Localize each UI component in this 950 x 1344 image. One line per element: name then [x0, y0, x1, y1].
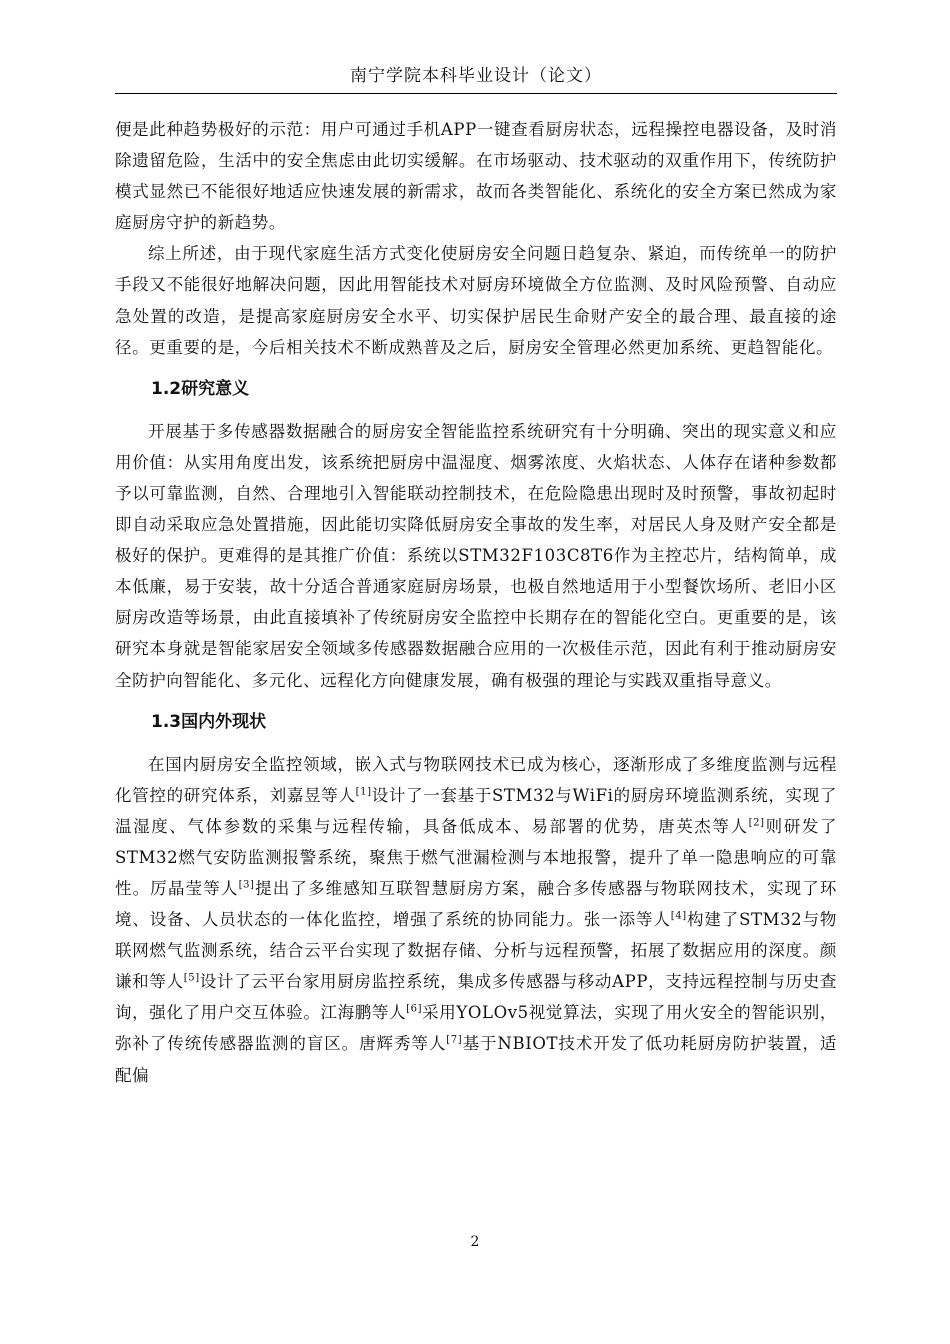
text-segment: 采用YOLOv5视觉算法，实现了用火安全的智能识别，弥补了传统传感器监测的盲区。唐辉秀等人	[115, 1003, 838, 1054]
text-segment: 提出了多维感知互联智慧厨房方案，融合多传感器与物联网技术，实现了环境、设备、人员状态的一体化监控，增强了系统的协同能力。张一添等人	[115, 878, 837, 930]
page-body	[115, 114, 837, 1091]
citation-ref: [3]	[238, 879, 255, 891]
text-segment: 基于NBIOT技术开发了低功耗厨房防护装置，适配偏	[115, 1034, 837, 1085]
paragraph-research-significance: 开展基于多传感器数据融合的厨房安全智能监控系统研究有十分明确、突出的现实意义和应用价值：从实用角度出发，该系统把厨房中温湿度、烟雾浓度、火焰状态、人体存在诸种参数都予以可靠监测，自然、合理地引入智能联动控制技术，在危险隐患出现时及时预警，事故初起时即自动采取应急处置措施，因此能切实降低厨房安全事故的发生率，对居民人身及财产安全都是极好的保护。更难得的是其推广价值：系统以STM32F103C8T6作为主控芯片，结构简单，成本低廉，易于安装，故十分适合普通家庭厨房场景，也极自然地适用于小型餐饮场所、老旧小区厨房改造等场景，由此直接填补了传统厨房安全监控中长期存在的智能化空白。更重要的是，该研究本身就是智能家居安全领域多传感器数据融合应用的一次极佳示范，因此有利于推动厨房安全防护向智能化、多元化、远程化方向健康发展，确有极强的理论与实践双重指导意义。	[115, 421, 837, 690]
text-segment: 构建了STM32与物联网燃气监测系统，结合云平台实现了数据存储、分析与远程预警，拓展了数据应用的深度。颜谦和等人	[115, 910, 838, 992]
text-segment: 设计了一套基于STM32与WiFi的厨房环境监测系统，实现了温湿度、气体参数的采集与远程传输，具备低成本、易部署的优势，唐英杰等人	[115, 785, 838, 836]
running-header: 南宁学院本科毕业设计（论文）	[350, 66, 602, 86]
citation-ref: [4]	[670, 910, 687, 922]
section-heading-1-3: 1.3国内外现状	[151, 711, 267, 732]
page-number: 2	[470, 1234, 480, 1250]
section-heading-1-2: 1.2研究意义	[151, 378, 250, 399]
text-segment: 在国内厨房安全监控领域，嵌入式与物联网技术已成为核心，逐渐形成了多维度监测与远程化管控的研究体系，刘嘉昱等人	[115, 754, 837, 805]
citation-ref: [7]	[446, 1034, 463, 1046]
paragraph-summary: 综上所述，由于现代家庭生活方式变化使厨房安全问题日趋复杂、紧迫，而传统单一的防护手段又不能很好地解决问题，因此用智能技术对厨房环境做全方位监测、及时风险预警、自动应急处置的改造，是提高家庭厨房安全水平、切实保护居民生命财产安全的最合理、最直接的途径。更重要的是，今后相关技术不断成熟普及之后，厨房安全管理必然更加系统、更趋智能化。	[115, 244, 837, 357]
paragraph-continued: 便是此种趋势极好的示范：用户可通过手机APP一键查看厨房状态，远程操控电器设备，及时消除遗留危险，生活中的安全焦虑由此切实缓解。在市场驱动、技术驱动的双重作用下，传统防护模式显然已不能很好地适应快速发展的新需求，故而各类智能化、系统化的安全方案已然成为家庭厨房守护的新趋势。	[115, 120, 837, 233]
citation-ref: [5]	[183, 972, 200, 984]
text-segment: 则研发了STM32燃气安防监测报警系统，聚焦于燃气泄漏检测与本地报警，提升了单一隐患响应的可靠性。厉晶莹等人	[115, 816, 838, 898]
paragraph-domestic-status	[115, 749, 837, 1091]
citation-ref: [1]	[355, 786, 372, 798]
citation-ref: [2]	[748, 817, 765, 829]
text-segment: 设计了云平台家用厨房监控系统，集成多传感器与移动APP，支持远程控制与历史查询，强化了用户交互体验。江海鹏等人	[115, 972, 838, 1023]
citation-ref: [6]	[406, 1003, 423, 1015]
header-rule	[115, 93, 837, 94]
